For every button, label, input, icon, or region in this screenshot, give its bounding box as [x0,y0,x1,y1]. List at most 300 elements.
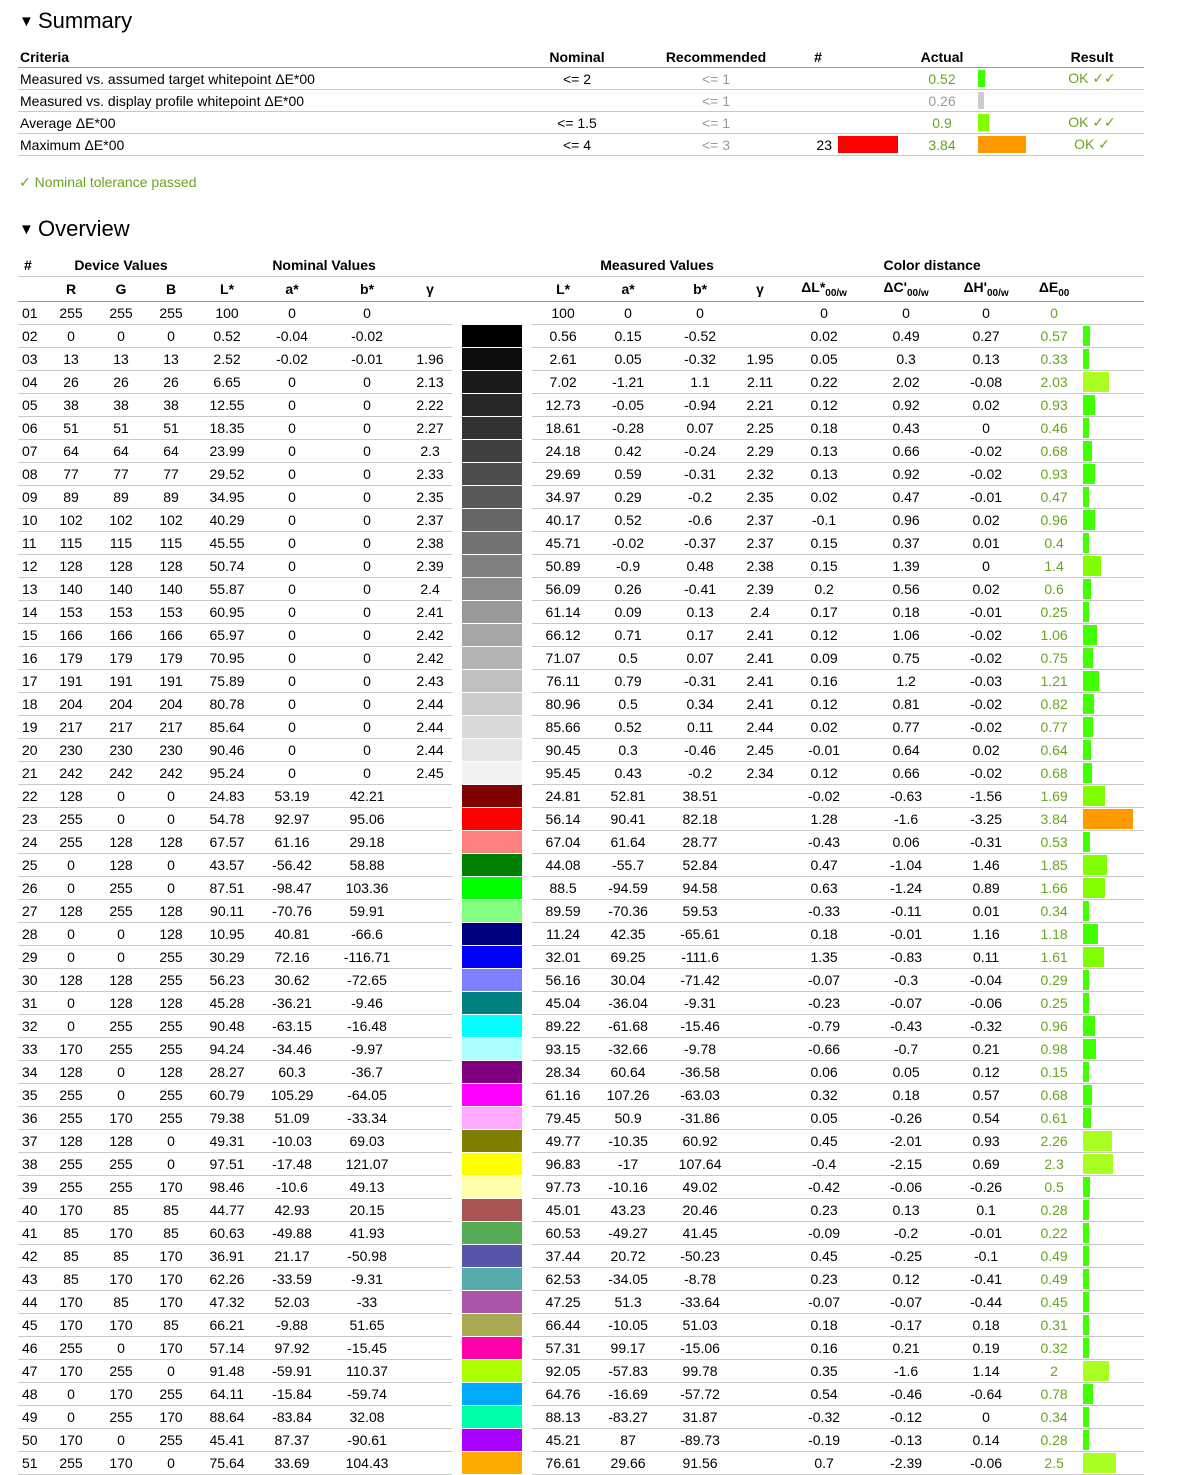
table-row [18,1222,1144,1245]
index-cell: 47 [18,1360,46,1383]
table-row [18,1314,1144,1337]
delta-h-cell: 0.02 [946,509,1026,532]
table-row [18,463,1144,486]
index-cell: 06 [18,417,46,440]
delta-c-cell: -0.3 [866,969,946,992]
delta-c-cell: 0.3 [866,348,946,371]
device-b-cell: 153 [146,601,196,624]
index-cell: 24 [18,831,46,854]
nominal-b-cell: 104.43 [326,1452,408,1475]
measured-gamma-cell [738,1406,782,1429]
nominal-gamma-cell [408,325,452,348]
nominal-b-cell: 0 [326,601,408,624]
color-swatch [462,486,522,508]
delta-e-bar-cell [1082,1222,1144,1245]
device-r-cell: 153 [46,601,96,624]
device-g-cell: 255 [96,1176,146,1199]
delta-e-bar-cell [1082,831,1144,854]
swatch-header [452,254,532,277]
delta-c-cell: 0.12 [866,1268,946,1291]
measured-l-cell: 89.22 [532,1015,594,1038]
delta-e-cell: 0.96 [1026,1015,1082,1038]
device-b-cell: 51 [146,417,196,440]
device-g-cell: 153 [96,601,146,624]
measured-l-cell: 79.45 [532,1107,594,1130]
actual-bar [978,136,1026,153]
measured-a-cell: -10.35 [594,1130,662,1153]
device-r-cell: 255 [46,1107,96,1130]
delta-e-cell: 0.6 [1026,578,1082,601]
device-g-cell: 38 [96,394,146,417]
table-row [18,532,1144,555]
delta-l-cell: 0.16 [782,670,866,693]
index-cell: 07 [18,440,46,463]
measured-l-cell: 34.97 [532,486,594,509]
measured-a-cell: 20.72 [594,1245,662,1268]
measured-gamma-cell: 2.38 [738,555,782,578]
delta-e-bar [1083,1292,1089,1312]
device-b-cell: 0 [146,1130,196,1153]
measured-gamma-cell: 2.32 [738,463,782,486]
device-r-cell: 115 [46,532,96,555]
index-cell: 23 [18,808,46,831]
result-header: Result [1038,46,1144,68]
nominal-gamma-cell [408,877,452,900]
summary-row [18,90,1144,112]
nominal-gamma-cell [408,1383,452,1406]
device-b-cell: 0 [146,785,196,808]
measured-gamma-cell [738,1337,782,1360]
nominal-b-cell: -59.74 [326,1383,408,1406]
delta-e-cell: 0.34 [1026,1406,1082,1429]
nominal-b-cell: -116.71 [326,946,408,969]
bar-header [1082,254,1144,277]
nominal-gamma-cell [408,1176,452,1199]
table-row [18,1015,1144,1038]
measured-l-cell: 89.59 [532,900,594,923]
device-r-cell: 170 [46,1314,96,1337]
criteria-cell: Average ΔE*00 [18,112,518,134]
nominal-a-cell: -98.47 [258,877,326,900]
measured-a-cell: 0.26 [594,578,662,601]
measured-gamma-cell [738,1153,782,1176]
delta-e-bar [1083,372,1109,392]
nominal-l-cell: 75.89 [196,670,258,693]
device-r-cell: 170 [46,1199,96,1222]
nominal-l-cell: 40.29 [196,509,258,532]
delta-h-cell: -0.02 [946,440,1026,463]
nominal-a-cell: 0 [258,647,326,670]
device-b-cell: 170 [146,1406,196,1429]
delta-e-cell: 0.77 [1026,716,1082,739]
color-swatch [462,1107,522,1129]
color-swatch [462,1406,522,1428]
measured-gamma-cell [738,1199,782,1222]
measured-a-cell: 0.43 [594,762,662,785]
delta-e-cell: 0.46 [1026,417,1082,440]
summary-row [18,112,1144,134]
delta-c-cell: 1.39 [866,555,946,578]
delta-l-cell: -0.33 [782,900,866,923]
nominal-l-cell: 85.64 [196,716,258,739]
device-b-cell: 170 [146,1337,196,1360]
measured-gamma-cell: 2.37 [738,509,782,532]
color-distance-header: Color distance [782,254,1082,277]
delta-c-cell: -0.46 [866,1383,946,1406]
delta-c-cell: 0.18 [866,601,946,624]
nominal-gamma-cell [408,854,452,877]
measured-b-cell: 60.92 [662,1130,738,1153]
swatch-cell [452,509,532,532]
measured-l-header: L* [532,277,594,302]
measured-gamma-cell [738,1314,782,1337]
delta-e-cell: 0.22 [1026,1222,1082,1245]
device-r-cell: 13 [46,348,96,371]
delta-e-bar [1083,1085,1092,1105]
measured-l-cell: 50.89 [532,555,594,578]
nominal-a-cell: -36.21 [258,992,326,1015]
table-row [18,693,1144,716]
measured-l-cell: 61.16 [532,1084,594,1107]
nominal-gamma-cell [408,785,452,808]
count-cell [796,90,838,112]
measured-gamma-cell: 2.37 [738,532,782,555]
device-g-cell: 115 [96,532,146,555]
measured-b-cell: -0.2 [662,486,738,509]
delta-c-cell: 0.49 [866,325,946,348]
delta-e-bar-cell [1082,348,1144,371]
measured-b-cell: 28.77 [662,831,738,854]
nominal-l-cell: 100 [196,302,258,325]
delta-e-bar [1083,1016,1095,1036]
measured-gamma-cell: 2.41 [738,693,782,716]
measured-a-header: a* [594,277,662,302]
measured-a-cell: -10.16 [594,1176,662,1199]
delta-h-cell: 0 [946,417,1026,440]
index-cell: 36 [18,1107,46,1130]
delta-e-cell: 0.61 [1026,1107,1082,1130]
nominal-l-cell: 23.99 [196,440,258,463]
nominal-l-cell: 80.78 [196,693,258,716]
delta-e-bar [1083,1108,1091,1128]
swatch-cell [452,808,532,831]
delta-l-cell: 0.09 [782,647,866,670]
index-cell: 42 [18,1245,46,1268]
delta-h-cell: 0.21 [946,1038,1026,1061]
device-b-cell: 255 [146,1383,196,1406]
nominal-a-cell: -0.02 [258,348,326,371]
device-r-cell: 255 [46,1452,96,1475]
swatch-cell [452,1429,532,1452]
nominal-gamma-cell [408,1360,452,1383]
measured-a-cell: -83.27 [594,1406,662,1429]
measured-a-cell: 0.3 [594,739,662,762]
device-r-cell: 128 [46,785,96,808]
nominal-b-cell: -50.98 [326,1245,408,1268]
nominal-b-cell: 32.08 [326,1406,408,1429]
delta-e-bar [1083,648,1093,668]
nominal-b-cell: 0 [326,417,408,440]
measured-l-cell: 56.09 [532,578,594,601]
nominal-b-cell: 0 [326,302,408,325]
measured-l-cell: 37.44 [532,1245,594,1268]
color-swatch [462,716,522,738]
device-r-cell: 179 [46,647,96,670]
delta-c-cell: 0.43 [866,417,946,440]
delta-c-cell: 0.75 [866,647,946,670]
nominal-gamma-cell: 2.39 [408,555,452,578]
measured-l-cell: 18.61 [532,417,594,440]
measured-gamma-cell [738,1245,782,1268]
delta-e-bar [1083,694,1094,714]
nominal-l-cell: 43.57 [196,854,258,877]
swatch-cell [452,1153,532,1176]
measured-a-cell: -16.69 [594,1383,662,1406]
measured-a-cell: 0 [594,302,662,325]
device-b-cell: 128 [146,555,196,578]
table-row [18,900,1144,923]
nominal-l-cell: 88.64 [196,1406,258,1429]
nominal-a-cell: 42.93 [258,1199,326,1222]
delta-e-cell: 1.06 [1026,624,1082,647]
delta-l-cell: 0.18 [782,1314,866,1337]
nominal-gamma-cell [408,1291,452,1314]
nominal-l-cell: 75.64 [196,1452,258,1475]
measured-gamma-cell: 2.41 [738,647,782,670]
delta-e-bar [1083,1223,1089,1243]
nominal-a-cell: -56.42 [258,854,326,877]
delta-e-cell: 0.68 [1026,1084,1082,1107]
color-swatch [462,578,522,600]
measured-l-cell: 67.04 [532,831,594,854]
delta-h-cell: -3.25 [946,808,1026,831]
delta-l-cell: 0.23 [782,1268,866,1291]
delta-e-bar [1083,809,1133,829]
nominal-gamma-cell [408,1452,452,1475]
delta-e-bar-cell [1082,1452,1144,1475]
table-row [18,1406,1144,1429]
delta-c-cell: -0.2 [866,1222,946,1245]
nominal-a-cell: -70.76 [258,900,326,923]
delta-e-bar-cell [1082,463,1144,486]
nominal-gamma-cell [408,1153,452,1176]
device-r-cell: 170 [46,1429,96,1452]
measured-b-cell: 0.48 [662,555,738,578]
index-cell: 25 [18,854,46,877]
index-cell: 22 [18,785,46,808]
nominal-gamma-cell: 2.22 [408,394,452,417]
measured-a-cell: -55.7 [594,854,662,877]
device-g-cell: 255 [96,900,146,923]
nominal-a-cell: 0 [258,302,326,325]
nominal-b-cell: 29.18 [326,831,408,854]
measured-gamma-cell: 2.21 [738,394,782,417]
nominal-a-cell: 53.19 [258,785,326,808]
delta-e-cell: 0.98 [1026,1038,1082,1061]
table-row [18,1383,1144,1406]
measured-b-cell: 59.53 [662,900,738,923]
nominal-gamma-cell [408,1337,452,1360]
measured-gamma-header: γ [738,277,782,302]
nominal-l-cell: 79.38 [196,1107,258,1130]
delta-e-bar [1083,1154,1113,1174]
delta-h-cell: 1.16 [946,923,1026,946]
device-g-cell: 170 [96,1268,146,1291]
device-g-cell: 166 [96,624,146,647]
color-swatch [462,923,522,945]
device-b-cell: 170 [146,1245,196,1268]
measured-gamma-cell [738,1429,782,1452]
index-cell: 04 [18,371,46,394]
nominal-a-cell: 0 [258,371,326,394]
device-g-cell: 255 [96,1015,146,1038]
measured-b-cell: -9.31 [662,992,738,1015]
index-cell: 05 [18,394,46,417]
delta-e-cell: 1.66 [1026,877,1082,900]
delta-l-cell: 0.18 [782,417,866,440]
color-swatch [462,302,522,324]
actual-bar [978,92,984,109]
measured-gamma-cell [738,325,782,348]
swatch-cell [452,1383,532,1406]
swatch-cell [452,1268,532,1291]
nominal-a-cell: 52.03 [258,1291,326,1314]
delta-e-bar [1083,487,1089,507]
delta-c-cell: 0.81 [866,693,946,716]
table-row [18,923,1144,946]
nominal-gamma-cell: 2.45 [408,762,452,785]
nominal-cell: <= 4 [518,134,634,156]
count-swatch-cell [838,68,904,90]
device-g-cell: 191 [96,670,146,693]
table-row [18,1360,1144,1383]
delta-e-bar-cell [1082,1130,1144,1153]
nominal-l-header: L* [196,277,258,302]
delta-e-cell: 0.53 [1026,831,1082,854]
nominal-l-cell: 87.51 [196,877,258,900]
delta-e-cell: 0.31 [1026,1314,1082,1337]
measured-gamma-cell: 1.95 [738,348,782,371]
device-g-cell: 77 [96,463,146,486]
device-b-cell: 170 [146,1268,196,1291]
device-b-cell: 128 [146,1061,196,1084]
device-b-cell: 255 [146,302,196,325]
index-cell: 16 [18,647,46,670]
color-swatch [462,762,522,784]
measured-a-cell: 0.05 [594,348,662,371]
delta-c-cell: -0.25 [866,1245,946,1268]
delta-e-cell: 1.85 [1026,854,1082,877]
nominal-a-cell: 0 [258,601,326,624]
measured-b-cell: -9.78 [662,1038,738,1061]
delta-e-bar [1083,464,1095,484]
nominal-gamma-cell [408,1429,452,1452]
delta-l-cell: -0.07 [782,1291,866,1314]
nominal-a-cell: -63.15 [258,1015,326,1038]
delta-e-bar-cell [1082,1084,1144,1107]
delta-e-cell: 2.03 [1026,371,1082,394]
delta-h-cell: 0.69 [946,1153,1026,1176]
delta-e-cell: 0.15 [1026,1061,1082,1084]
nominal-b-cell: 42.21 [326,785,408,808]
measured-a-cell: 29.66 [594,1452,662,1475]
device-g-cell: 170 [96,1222,146,1245]
color-swatch [462,739,522,761]
delta-c-cell: 0.56 [866,578,946,601]
measured-b-cell: 20.46 [662,1199,738,1222]
device-g-cell: 89 [96,486,146,509]
delta-e-bar-cell [1082,1429,1144,1452]
delta-l-cell: 0 [782,302,866,325]
delta-e-bar [1083,832,1090,852]
measured-b-cell: -65.61 [662,923,738,946]
measured-l-cell: 88.13 [532,1406,594,1429]
device-r-cell: 102 [46,509,96,532]
measured-values-header: Measured Values [532,254,782,277]
overview-group-header-row [18,254,1144,277]
actual-header: Actual [904,46,978,68]
delta-l-cell: -0.01 [782,739,866,762]
measured-l-cell: 64.76 [532,1383,594,1406]
measured-b-cell: 0 [662,302,738,325]
device-b-cell: 102 [146,509,196,532]
measured-a-cell: -0.02 [594,532,662,555]
delta-l-cell: 0.16 [782,1337,866,1360]
overview-column-header-row [18,277,1144,302]
measured-a-cell: -70.36 [594,900,662,923]
measured-gamma-cell: 2.34 [738,762,782,785]
device-r-cell: 242 [46,762,96,785]
nominal-a-cell: 72.16 [258,946,326,969]
nominal-b-cell: -9.46 [326,992,408,1015]
delta-e-bar-cell [1082,325,1144,348]
actual-bar-cell [978,68,1038,90]
device-r-cell: 255 [46,1153,96,1176]
measured-gamma-cell [738,785,782,808]
index-cell: 15 [18,624,46,647]
delta-e-cell: 1.4 [1026,555,1082,578]
summary-toggle[interactable] [19,7,132,36]
measured-gamma-cell [738,1107,782,1130]
delta-e-bar-cell [1082,1176,1144,1199]
measured-a-cell: -0.28 [594,417,662,440]
color-swatch [462,854,522,876]
swatch-cell [452,670,532,693]
table-row [18,946,1144,969]
delta-h-cell: 1.46 [946,854,1026,877]
device-g-cell: 85 [96,1245,146,1268]
delta-e-bar [1083,924,1098,944]
color-swatch [462,1084,522,1106]
overview-toggle[interactable] [19,215,130,244]
measured-b-cell: -0.24 [662,440,738,463]
index-cell: 49 [18,1406,46,1429]
table-row [18,1291,1144,1314]
device-g-cell: 0 [96,946,146,969]
measured-gamma-cell [738,1038,782,1061]
index-cell: 33 [18,1038,46,1061]
delta-c-cell: -0.07 [866,992,946,1015]
delta-h-cell: 0.54 [946,1107,1026,1130]
delta-c-cell: 0.37 [866,532,946,555]
nominal-a-cell: 33.69 [258,1452,326,1475]
swatch-cell [452,463,532,486]
delta-l-cell: -0.09 [782,1222,866,1245]
table-row [18,555,1144,578]
delta-c-cell: -0.01 [866,923,946,946]
swatch-cell [452,1291,532,1314]
delta-l-cell: 0.7 [782,1452,866,1475]
